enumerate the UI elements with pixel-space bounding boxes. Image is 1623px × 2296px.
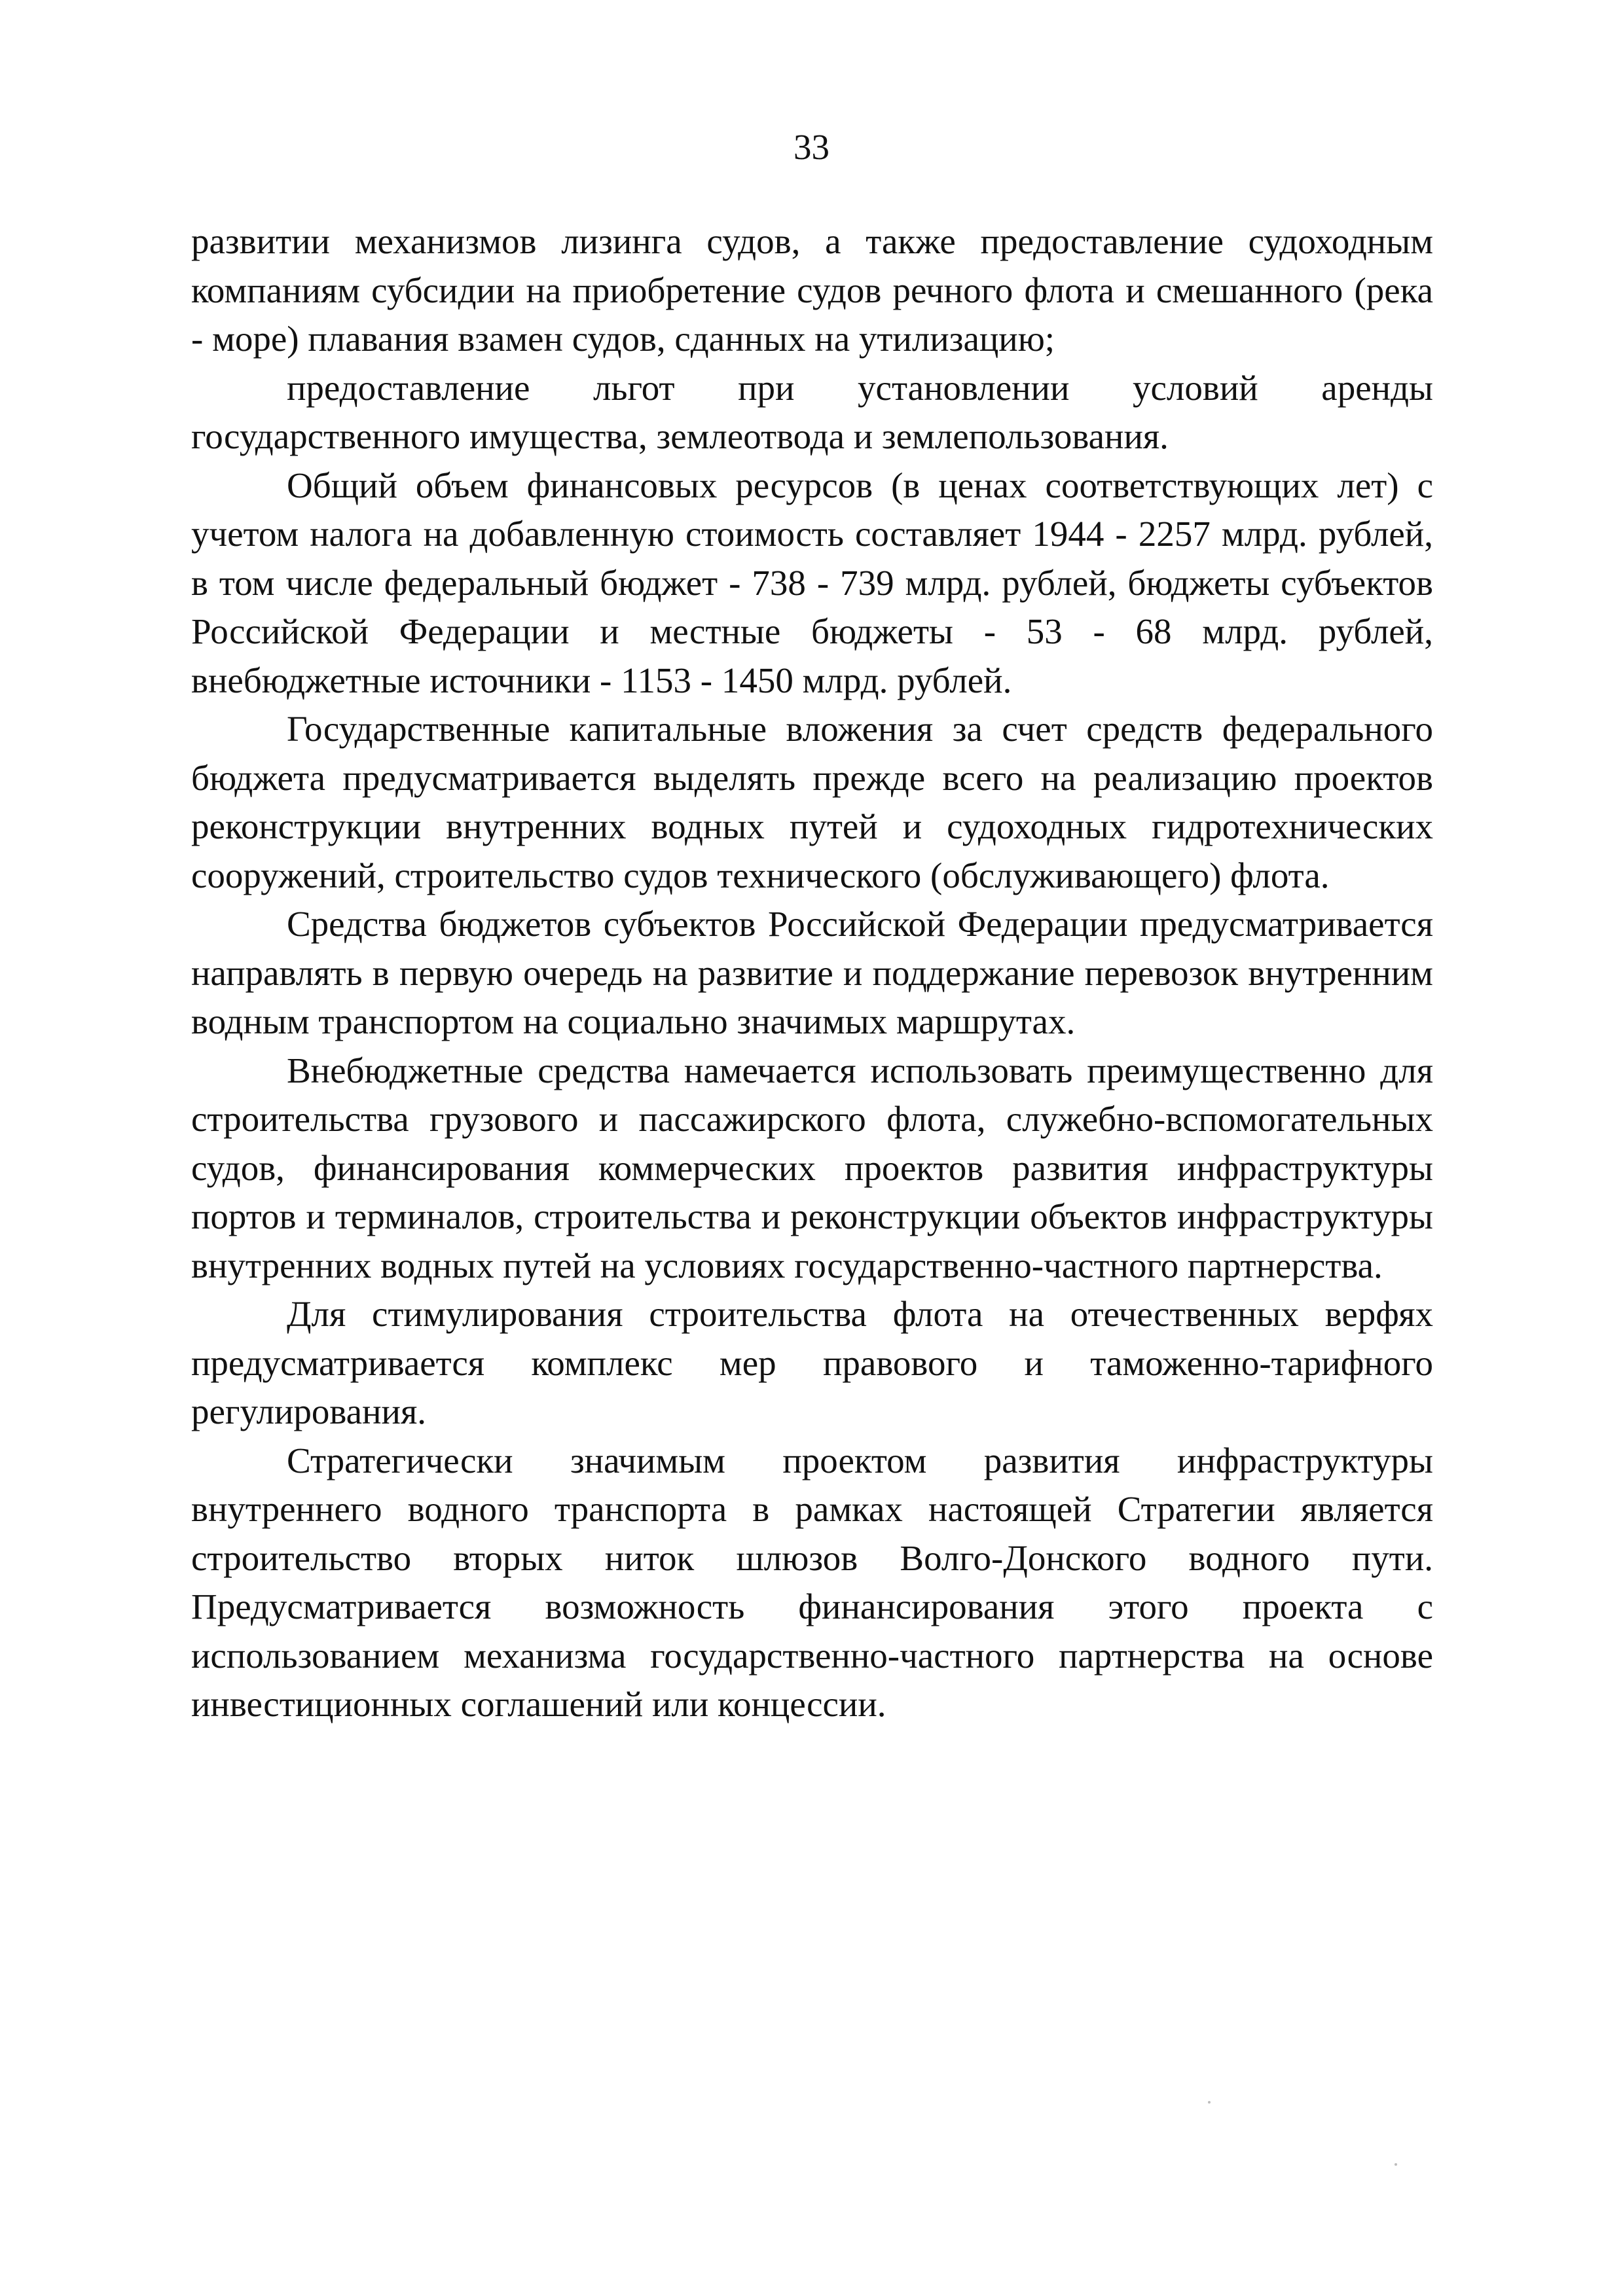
paragraph-state-investments: Государственные капитальные вложения за счет средств федерального бюджета предусматривается выделять прежде всего на реализацию проектов реконструкции внутренних водных путей и судоходных гидротехнических сооружений, строительство судов технического (обслуживающего) флота.	[191, 709, 1433, 895]
body-text	[191, 217, 1433, 1729]
paragraph-shipyard-stimulation: Для стимулирования строительства флота на отечественных верфях предусматривается комплекс мер правового и таможенно-тарифного регулирования.	[191, 1294, 1433, 1431]
paragraph-property-benefits: предоставление льгот при установлении условий аренды государственного имущества, землеотвода и землепользования.	[191, 367, 1433, 456]
scan-speck	[1395, 2163, 1397, 2166]
page-number: 33	[793, 127, 830, 167]
paragraph-leasing-subsidies: развитии механизмов лизинга судов, а также предоставление судоходным компаниям субсидии на приобретение судов речного флота и смешанного (река - море) плавания взамен судов, сданных на утилизацию;	[191, 221, 1433, 359]
paragraph-volga-don-project: Стратегически значимым проектом развития инфраструктуры внутреннего водного транспорта в рамках настоящей Стратегии является строительство вторых ниток шлюзов Волго-Донского водного пути. Предусматривается возможность финансирования этого проекта с использованием механизма государственно-частного партнерства на основе инвестиционных соглашений или концессии.	[191, 1440, 1433, 1724]
paragraph-financial-resources: Общий объем финансовых ресурсов (в ценах соответствующих лет) с учетом налога на добавленную стоимость составляет 1944 - 2257 млрд. рублей, в том числе федеральный бюджет - 738 - 739 млрд. рублей, бюджеты субъектов Российской Федерации и местные бюджеты - 53 - 68 млрд. рублей, внебюджетные источники - 1153 - 1450 млрд. рублей.	[191, 465, 1433, 700]
scan-speck	[1208, 2101, 1211, 2104]
paragraph-regional-budgets: Средства бюджетов субъектов Российской Федерации предусматривается направлять в первую очередь на развитие и поддержание перевозок внутренним водным транспортом на социально значимых маршрутах.	[191, 904, 1433, 1041]
paragraph-extrabudgetary-funds: Внебюджетные средства намечается использовать преимущественно для строительства грузового и пассажирского флота, служебно-вспомогательных судов, финансирования коммерческих проектов развития инфраструктуры портов и терминалов, строительства и реконструкции объектов инфраструктуры внутренних водных путей на условиях государственно-частного партнерства.	[191, 1050, 1433, 1285]
